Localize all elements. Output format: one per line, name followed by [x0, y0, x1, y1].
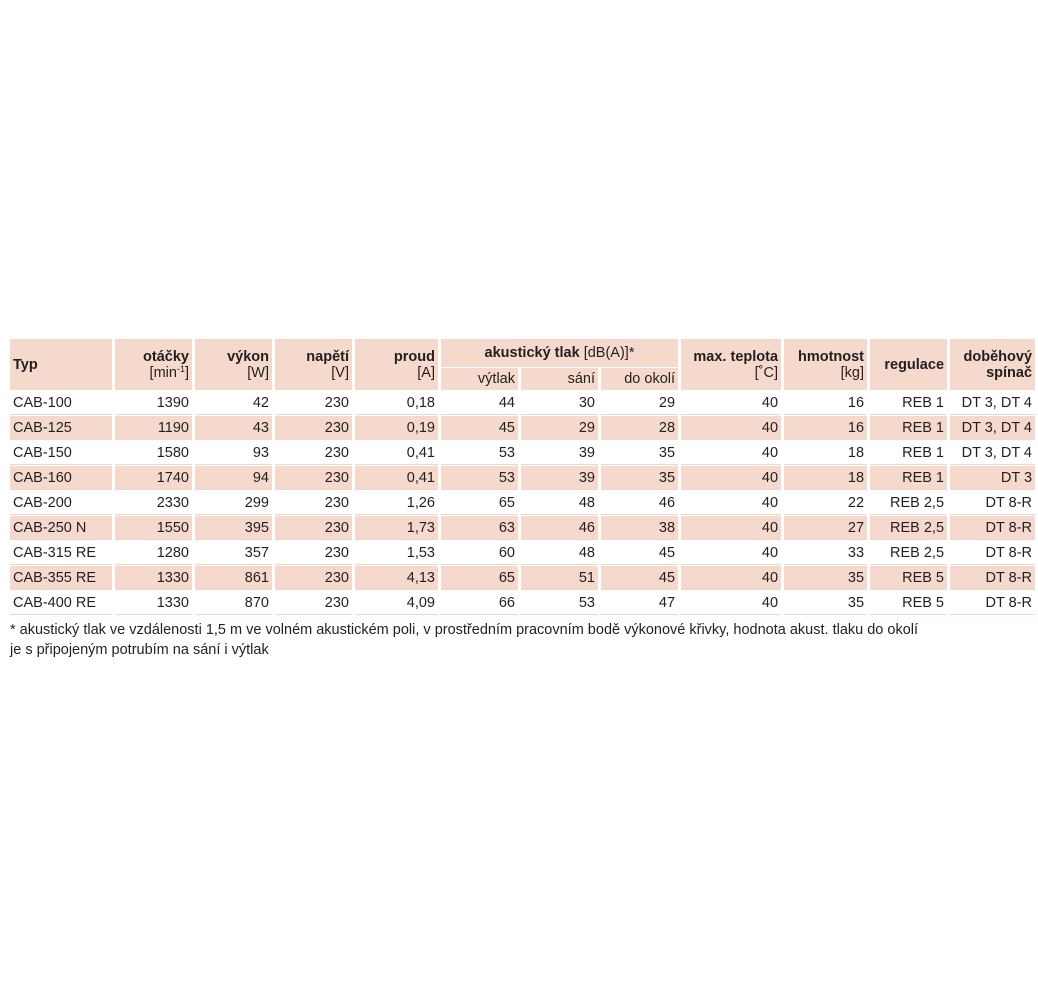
- cell-max-teplota: 40: [681, 416, 781, 440]
- cell-sani: 39: [521, 466, 598, 490]
- cell-hmotnost: 27: [784, 516, 867, 540]
- cell-max-teplota: 40: [681, 491, 781, 515]
- cell-vytlak: 63: [441, 516, 518, 540]
- cell-typ: CAB-315 RE: [10, 541, 112, 565]
- cell-napeti: 230: [275, 441, 352, 465]
- cell-napeti: 230: [275, 516, 352, 540]
- cell-vytlak: 45: [441, 416, 518, 440]
- col-akusticky-tlak: [441, 339, 678, 367]
- cell-do-okoli: 47: [601, 591, 678, 615]
- cell-sani: 51: [521, 566, 598, 590]
- col-regulace: regulace: [870, 339, 947, 390]
- cell-dobehovy-spinac: DT 3, DT 4: [950, 391, 1035, 415]
- cell-napeti: 230: [275, 466, 352, 490]
- cell-max-teplota: 40: [681, 591, 781, 615]
- col-otacky: [115, 339, 192, 390]
- cell-napeti: 230: [275, 566, 352, 590]
- cell-otacky: 1330: [115, 591, 192, 615]
- col-vytlak: výtlak: [441, 368, 518, 390]
- cell-typ: CAB-150: [10, 441, 112, 465]
- cell-proud: 0,18: [355, 391, 438, 415]
- cell-do-okoli: 46: [601, 491, 678, 515]
- cell-hmotnost: 18: [784, 441, 867, 465]
- cell-max-teplota: 40: [681, 441, 781, 465]
- col-akusticky-label: akustický tlak: [484, 345, 580, 361]
- cell-vytlak: 65: [441, 566, 518, 590]
- cell-max-teplota: 40: [681, 541, 781, 565]
- cell-hmotnost: 22: [784, 491, 867, 515]
- cell-vytlak: 53: [441, 466, 518, 490]
- cell-typ: CAB-200: [10, 491, 112, 515]
- table-row: [10, 566, 1035, 590]
- cell-proud: 4,09: [355, 591, 438, 615]
- footnote: [10, 620, 995, 660]
- cell-typ: CAB-100: [10, 391, 112, 415]
- cell-vykon: 861: [195, 566, 272, 590]
- header-row: [10, 339, 1035, 367]
- cell-do-okoli: 35: [601, 466, 678, 490]
- cell-regulace: REB 2,5: [870, 541, 947, 565]
- cell-proud: 1,26: [355, 491, 438, 515]
- cell-otacky: 1550: [115, 516, 192, 540]
- col-vykon: [195, 339, 272, 390]
- cell-dobehovy-spinac: DT 3, DT 4: [950, 441, 1035, 465]
- cell-otacky: 1190: [115, 416, 192, 440]
- cell-do-okoli: 29: [601, 391, 678, 415]
- table-row: [10, 541, 1035, 565]
- cell-otacky: 1580: [115, 441, 192, 465]
- table-row: [10, 491, 1035, 515]
- table-row: [10, 466, 1035, 490]
- table-body: [10, 391, 1035, 615]
- cell-regulace: REB 5: [870, 566, 947, 590]
- cell-proud: 0,41: [355, 441, 438, 465]
- cell-regulace: REB 2,5: [870, 491, 947, 515]
- cell-vykon: 299: [195, 491, 272, 515]
- cell-proud: 1,73: [355, 516, 438, 540]
- cell-napeti: 230: [275, 416, 352, 440]
- cell-otacky: 1390: [115, 391, 192, 415]
- cell-proud: 1,53: [355, 541, 438, 565]
- cell-regulace: REB 1: [870, 391, 947, 415]
- footnote-line-2: je s připojeným potrubím na sání i výtlak: [10, 642, 269, 658]
- cell-proud: 0,19: [355, 416, 438, 440]
- cell-do-okoli: 45: [601, 566, 678, 590]
- cell-vytlak: 60: [441, 541, 518, 565]
- cell-dobehovy-spinac: DT 8-R: [950, 566, 1035, 590]
- table-row: [10, 591, 1035, 615]
- cell-napeti: 230: [275, 391, 352, 415]
- footnote-line-1: * akustický tlak ve vzdálenosti 1,5 m ve volném akustickém poli, v prostředním pracovním bodě výkonové křivky, hodnota akust. tlaku do okolí: [10, 622, 919, 638]
- cell-regulace: REB 2,5: [870, 516, 947, 540]
- col-proud-label: proud: [393, 348, 435, 365]
- cell-sani: 46: [521, 516, 598, 540]
- cell-regulace: REB 5: [870, 591, 947, 615]
- cell-proud: 0,41: [355, 466, 438, 490]
- col-akusticky-unit: [dB(A)]*: [583, 345, 635, 361]
- cell-vytlak: 65: [441, 491, 518, 515]
- cell-do-okoli: 28: [601, 416, 678, 440]
- cell-napeti: 230: [275, 491, 352, 515]
- col-dobehovy-spinac: [950, 339, 1035, 390]
- cell-napeti: 230: [275, 541, 352, 565]
- cell-vytlak: 44: [441, 391, 518, 415]
- col-hmotnost: [784, 339, 867, 390]
- cell-otacky: 2330: [115, 491, 192, 515]
- spec-table: [7, 338, 1038, 616]
- cell-max-teplota: 40: [681, 516, 781, 540]
- cell-regulace: REB 1: [870, 416, 947, 440]
- cell-vytlak: 53: [441, 441, 518, 465]
- col-napeti-unit: [V]: [331, 364, 349, 381]
- col-napeti: [275, 339, 352, 390]
- col-otacky-unit: $[\min^{-1}]$: [149, 363, 189, 381]
- cell-napeti: 230: [275, 591, 352, 615]
- table-row: [10, 441, 1035, 465]
- cell-otacky: 1330: [115, 566, 192, 590]
- cell-max-teplota: 40: [681, 466, 781, 490]
- col-napeti-label: napětí: [306, 348, 349, 365]
- cell-max-teplota: 40: [681, 566, 781, 590]
- col-proud-unit: [A]: [417, 364, 435, 381]
- col-vykon-label: výkon: [227, 348, 269, 365]
- col-hmotnost-unit: [kg]: [840, 364, 865, 381]
- cell-dobehovy-spinac: DT 8-R: [950, 491, 1035, 515]
- cell-vykon: 357: [195, 541, 272, 565]
- cell-vykon: 43: [195, 416, 272, 440]
- table-row: [10, 416, 1035, 440]
- col-proud: [355, 339, 438, 390]
- cell-regulace: REB 1: [870, 441, 947, 465]
- cell-otacky: 1280: [115, 541, 192, 565]
- cell-vykon: 42: [195, 391, 272, 415]
- cell-regulace: REB 1: [870, 466, 947, 490]
- cell-hmotnost: 35: [784, 591, 867, 615]
- col-do-okoli: do okolí: [601, 368, 678, 390]
- cell-proud: 4,13: [355, 566, 438, 590]
- cell-sani: 30: [521, 391, 598, 415]
- cell-vykon: 94: [195, 466, 272, 490]
- col-teplota-label: max. teplota: [693, 348, 779, 365]
- col-teplota-unit: [˚C]: [754, 364, 779, 381]
- col-dobehovy-line2: spínač: [986, 364, 1033, 381]
- col-vykon-unit: [W]: [247, 364, 269, 381]
- cell-typ: CAB-250 N: [10, 516, 112, 540]
- col-otacky-label: otáčky: [143, 348, 189, 365]
- cell-dobehovy-spinac: DT 3, DT 4: [950, 416, 1035, 440]
- col-hmotnost-label: hmotnost: [797, 348, 865, 365]
- cell-hmotnost: 16: [784, 416, 867, 440]
- cell-dobehovy-spinac: DT 8-R: [950, 541, 1035, 565]
- table-row: [10, 391, 1035, 415]
- cell-sani: 29: [521, 416, 598, 440]
- cell-sani: 39: [521, 441, 598, 465]
- cell-hmotnost: 35: [784, 566, 867, 590]
- cell-sani: 48: [521, 541, 598, 565]
- cell-dobehovy-spinac: DT 8-R: [950, 516, 1035, 540]
- cell-otacky: 1740: [115, 466, 192, 490]
- cell-do-okoli: 38: [601, 516, 678, 540]
- table-row: [10, 516, 1035, 540]
- col-typ: Typ: [10, 339, 112, 390]
- cell-typ: CAB-400 RE: [10, 591, 112, 615]
- cell-hmotnost: 33: [784, 541, 867, 565]
- cell-typ: CAB-355 RE: [10, 566, 112, 590]
- cell-do-okoli: 35: [601, 441, 678, 465]
- cell-dobehovy-spinac: DT 8-R: [950, 591, 1035, 615]
- cell-dobehovy-spinac: DT 3: [950, 466, 1035, 490]
- cell-vytlak: 66: [441, 591, 518, 615]
- cell-sani: 48: [521, 491, 598, 515]
- cell-hmotnost: 16: [784, 391, 867, 415]
- col-max-teplota: [681, 339, 781, 390]
- col-sani: sání: [521, 368, 598, 390]
- col-dobehovy-line1: doběhový: [963, 348, 1033, 365]
- cell-do-okoli: 45: [601, 541, 678, 565]
- cell-typ: CAB-125: [10, 416, 112, 440]
- cell-typ: CAB-160: [10, 466, 112, 490]
- cell-vykon: 93: [195, 441, 272, 465]
- cell-max-teplota: 40: [681, 391, 781, 415]
- cell-vykon: 395: [195, 516, 272, 540]
- cell-hmotnost: 18: [784, 466, 867, 490]
- cell-sani: 53: [521, 591, 598, 615]
- cell-vykon: 870: [195, 591, 272, 615]
